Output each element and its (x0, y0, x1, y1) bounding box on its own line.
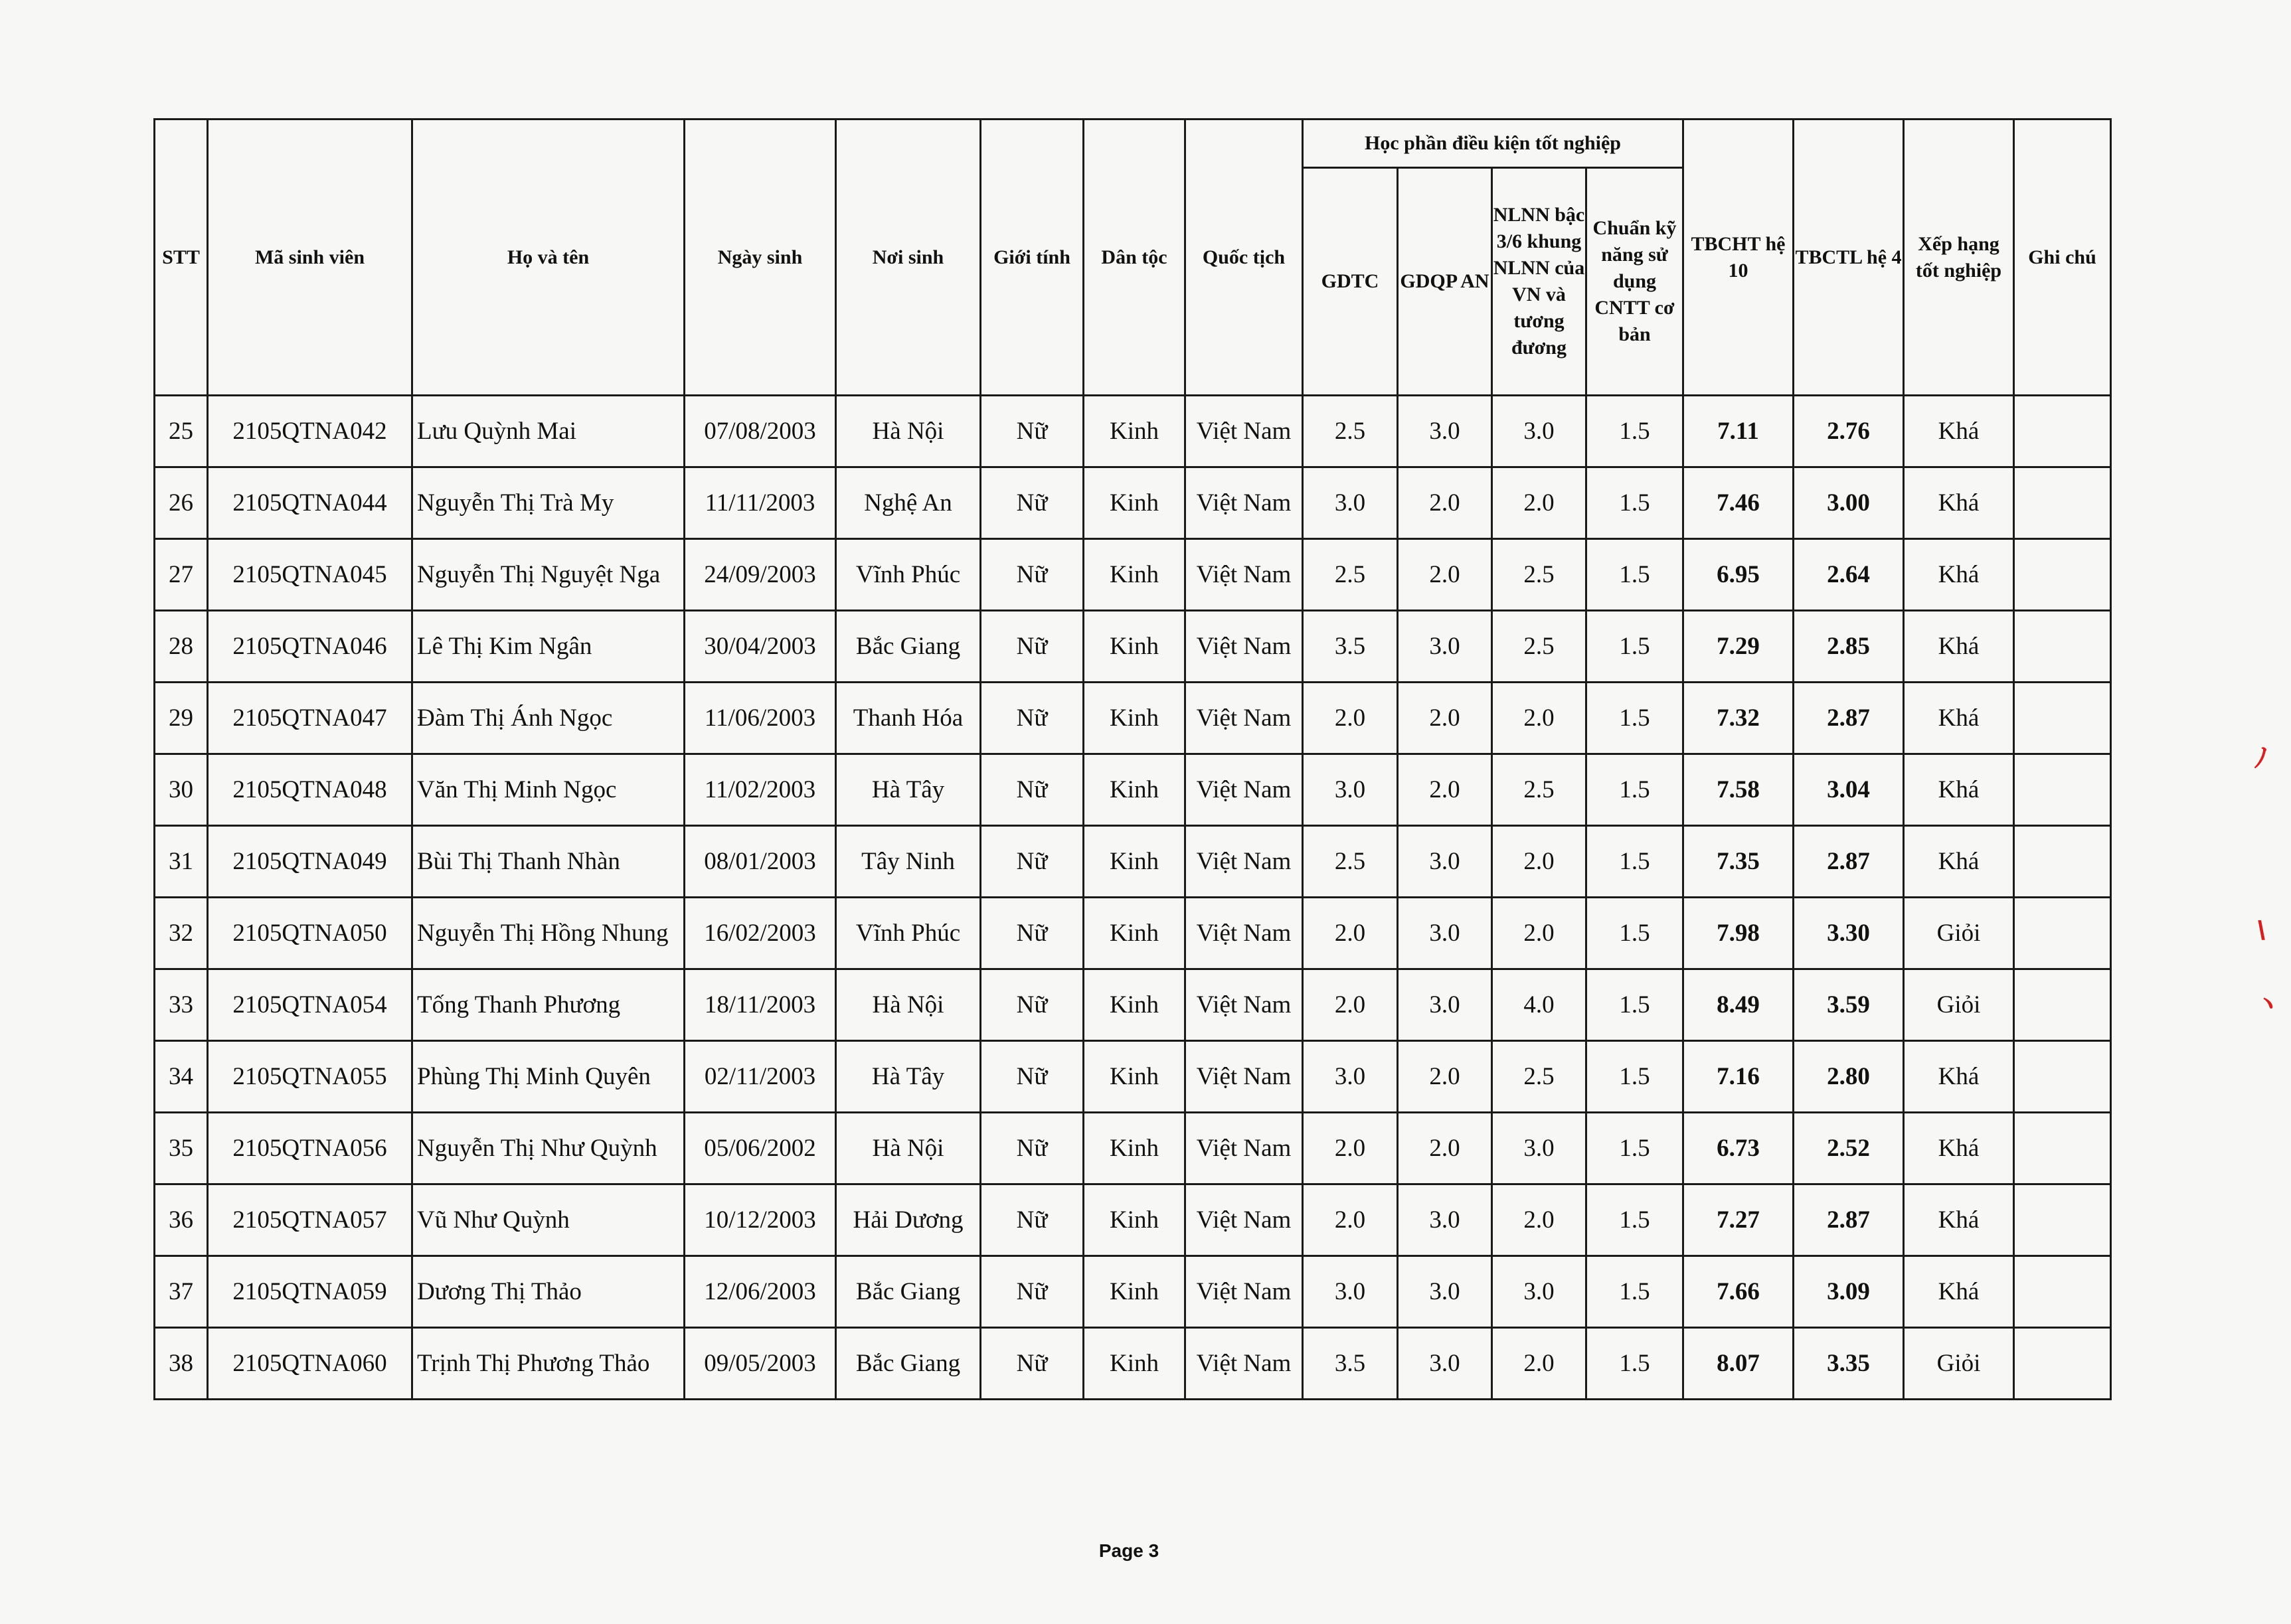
cell-full-name: Bùi Thị Thanh Nhàn (412, 826, 685, 898)
header-gpa-10: TBCHT hệ 10 (1683, 120, 1794, 396)
header-notes: Ghi chú (2014, 120, 2111, 396)
cell-gpa-10: 8.49 (1683, 969, 1794, 1041)
cell-gdqp: 3.0 (1398, 396, 1492, 467)
cell-student-id: 2105QTNA050 (208, 898, 412, 969)
cell-gdqp: 2.0 (1398, 683, 1492, 754)
cell-gpa-10: 7.29 (1683, 611, 1794, 683)
cell-gdtc: 2.0 (1303, 683, 1398, 754)
cell-ethnicity: Kinh (1084, 396, 1185, 467)
cell-notes (2014, 396, 2111, 467)
cell-it-skills: 1.5 (1586, 898, 1683, 969)
cell-stt: 29 (155, 683, 208, 754)
cell-birth-place: Hải Dương (836, 1184, 981, 1256)
cell-gpa-4: 3.09 (1794, 1256, 1904, 1328)
cell-rank: Khá (1904, 1184, 2014, 1256)
cell-student-id: 2105QTNA057 (208, 1184, 412, 1256)
cell-student-id: 2105QTNA048 (208, 754, 412, 826)
cell-gdtc: 3.0 (1303, 467, 1398, 539)
cell-gdtc: 3.0 (1303, 754, 1398, 826)
cell-it-skills: 1.5 (1586, 1328, 1683, 1400)
cell-gdtc: 2.0 (1303, 1184, 1398, 1256)
cell-nationality: Việt Nam (1185, 1328, 1303, 1400)
cell-full-name: Dương Thị Thảo (412, 1256, 685, 1328)
cell-language: 2.0 (1492, 1328, 1586, 1400)
cell-full-name: Tống Thanh Phương (412, 969, 685, 1041)
cell-birth-date: 07/08/2003 (685, 396, 836, 467)
header-rank: Xếp hạng tốt nghiệp (1904, 120, 2014, 396)
table-row (155, 683, 2111, 754)
table-row (155, 611, 2111, 683)
cell-birth-date: 11/06/2003 (685, 683, 836, 754)
cell-gdqp: 2.0 (1398, 1041, 1492, 1113)
cell-language: 3.0 (1492, 1113, 1586, 1184)
cell-gdtc: 3.5 (1303, 611, 1398, 683)
cell-student-id: 2105QTNA059 (208, 1256, 412, 1328)
cell-student-id: 2105QTNA044 (208, 467, 412, 539)
cell-gpa-10: 6.73 (1683, 1113, 1794, 1184)
margin-signature-mark: \ (2258, 916, 2266, 945)
student-table (153, 118, 2112, 1400)
cell-rank: Khá (1904, 754, 2014, 826)
cell-rank: Khá (1904, 1256, 2014, 1328)
cell-gpa-4: 2.64 (1794, 539, 1904, 611)
cell-ethnicity: Kinh (1084, 1256, 1185, 1328)
cell-birth-date: 11/11/2003 (685, 467, 836, 539)
cell-it-skills: 1.5 (1586, 1184, 1683, 1256)
table-body (155, 396, 2111, 1400)
cell-ethnicity: Kinh (1084, 1113, 1185, 1184)
cell-gender: Nữ (981, 396, 1084, 467)
cell-gender: Nữ (981, 969, 1084, 1041)
cell-notes (2014, 539, 2111, 611)
cell-notes (2014, 898, 2111, 969)
cell-ethnicity: Kinh (1084, 467, 1185, 539)
cell-gender: Nữ (981, 467, 1084, 539)
cell-ethnicity: Kinh (1084, 1184, 1185, 1256)
cell-student-id: 2105QTNA060 (208, 1328, 412, 1400)
cell-rank: Giỏi (1904, 1328, 2014, 1400)
cell-nationality: Việt Nam (1185, 1041, 1303, 1113)
cell-notes (2014, 1328, 2111, 1400)
cell-notes (2014, 1256, 2111, 1328)
cell-it-skills: 1.5 (1586, 539, 1683, 611)
table-row (155, 396, 2111, 467)
cell-gdqp: 2.0 (1398, 539, 1492, 611)
cell-it-skills: 1.5 (1586, 611, 1683, 683)
cell-ethnicity: Kinh (1084, 611, 1185, 683)
cell-gpa-4: 2.87 (1794, 1184, 1904, 1256)
cell-gender: Nữ (981, 754, 1084, 826)
cell-language: 2.0 (1492, 683, 1586, 754)
cell-full-name: Phùng Thị Minh Quyên (412, 1041, 685, 1113)
cell-gpa-10: 7.11 (1683, 396, 1794, 467)
cell-gpa-4: 2.80 (1794, 1041, 1904, 1113)
cell-stt: 32 (155, 898, 208, 969)
cell-gdqp: 3.0 (1398, 1184, 1492, 1256)
cell-notes (2014, 754, 2111, 826)
cell-birth-place: Bắc Giang (836, 1256, 981, 1328)
cell-it-skills: 1.5 (1586, 969, 1683, 1041)
cell-gdtc: 3.0 (1303, 1041, 1398, 1113)
table-row (155, 826, 2111, 898)
cell-gdtc: 3.0 (1303, 1256, 1398, 1328)
cell-birth-place: Hà Tây (836, 754, 981, 826)
cell-gender: Nữ (981, 1041, 1084, 1113)
cell-gpa-4: 3.00 (1794, 467, 1904, 539)
cell-gdtc: 2.0 (1303, 1113, 1398, 1184)
cell-language: 3.0 (1492, 1256, 1586, 1328)
cell-language: 2.0 (1492, 898, 1586, 969)
table-row (155, 1041, 2111, 1113)
cell-gender: Nữ (981, 826, 1084, 898)
cell-gender: Nữ (981, 1328, 1084, 1400)
cell-full-name: Nguyễn Thị Nguyệt Nga (412, 539, 685, 611)
cell-gender: Nữ (981, 1256, 1084, 1328)
cell-nationality: Việt Nam (1185, 826, 1303, 898)
header-stt: STT (155, 120, 208, 396)
cell-stt: 33 (155, 969, 208, 1041)
cell-language: 2.5 (1492, 539, 1586, 611)
cell-gdqp: 3.0 (1398, 1328, 1492, 1400)
cell-full-name: Nguyễn Thị Hồng Nhung (412, 898, 685, 969)
cell-ethnicity: Kinh (1084, 683, 1185, 754)
cell-gpa-10: 7.16 (1683, 1041, 1794, 1113)
table-row (155, 898, 2111, 969)
cell-it-skills: 1.5 (1586, 683, 1683, 754)
cell-gpa-10: 6.95 (1683, 539, 1794, 611)
cell-gdtc: 2.0 (1303, 898, 1398, 969)
cell-full-name: Lưu Quỳnh Mai (412, 396, 685, 467)
cell-gpa-10: 7.32 (1683, 683, 1794, 754)
cell-birth-place: Vĩnh Phúc (836, 898, 981, 969)
cell-gdqp: 2.0 (1398, 1113, 1492, 1184)
header-student-id: Mã sinh viên (208, 120, 412, 396)
table-row (155, 754, 2111, 826)
header-gpa-4: TBCTL hệ 4 (1794, 120, 1904, 396)
cell-birth-place: Bắc Giang (836, 611, 981, 683)
cell-nationality: Việt Nam (1185, 683, 1303, 754)
cell-rank: Khá (1904, 539, 2014, 611)
cell-it-skills: 1.5 (1586, 396, 1683, 467)
cell-gpa-10: 7.58 (1683, 754, 1794, 826)
header-it-skills: Chuẩn kỹ năng sử dụng CNTT cơ bản (1586, 168, 1683, 396)
cell-stt: 37 (155, 1256, 208, 1328)
cell-gender: Nữ (981, 539, 1084, 611)
cell-birth-place: Hà Nội (836, 1113, 981, 1184)
cell-gdqp: 3.0 (1398, 611, 1492, 683)
cell-stt: 34 (155, 1041, 208, 1113)
cell-rank: Khá (1904, 1041, 2014, 1113)
cell-gender: Nữ (981, 1113, 1084, 1184)
cell-birth-date: 12/06/2003 (685, 1256, 836, 1328)
cell-gdtc: 2.0 (1303, 969, 1398, 1041)
cell-full-name: Nguyễn Thị Như Quỳnh (412, 1113, 685, 1184)
cell-rank: Khá (1904, 467, 2014, 539)
cell-gpa-4: 2.85 (1794, 611, 1904, 683)
cell-rank: Khá (1904, 683, 2014, 754)
cell-gpa-10: 8.07 (1683, 1328, 1794, 1400)
cell-student-id: 2105QTNA056 (208, 1113, 412, 1184)
cell-full-name: Nguyễn Thị Trà My (412, 467, 685, 539)
margin-signature-mark: ヽ (2254, 989, 2281, 1018)
header-birth-place: Nơi sinh (836, 120, 981, 396)
cell-gpa-4: 2.52 (1794, 1113, 1904, 1184)
cell-gpa-4: 2.87 (1794, 826, 1904, 898)
cell-birth-date: 18/11/2003 (685, 969, 836, 1041)
cell-birth-date: 10/12/2003 (685, 1184, 836, 1256)
cell-gdqp: 3.0 (1398, 1256, 1492, 1328)
cell-notes (2014, 611, 2111, 683)
cell-it-skills: 1.5 (1586, 1041, 1683, 1113)
table-row (155, 467, 2111, 539)
cell-rank: Khá (1904, 1113, 2014, 1184)
cell-gpa-4: 3.59 (1794, 969, 1904, 1041)
cell-ethnicity: Kinh (1084, 1328, 1185, 1400)
cell-rank: Khá (1904, 396, 2014, 467)
cell-birth-date: 05/06/2002 (685, 1113, 836, 1184)
table-row (155, 969, 2111, 1041)
cell-notes (2014, 467, 2111, 539)
cell-birth-place: Vĩnh Phúc (836, 539, 981, 611)
header-gdqp: GDQP AN (1398, 168, 1492, 396)
cell-it-skills: 1.5 (1586, 1256, 1683, 1328)
cell-stt: 31 (155, 826, 208, 898)
cell-student-id: 2105QTNA054 (208, 969, 412, 1041)
cell-language: 2.0 (1492, 467, 1586, 539)
cell-ethnicity: Kinh (1084, 539, 1185, 611)
table-row (155, 1113, 2111, 1184)
cell-it-skills: 1.5 (1586, 467, 1683, 539)
cell-language: 2.5 (1492, 1041, 1586, 1113)
cell-ethnicity: Kinh (1084, 754, 1185, 826)
header-birth-date: Ngày sinh (685, 120, 836, 396)
graduation-list-sheet (153, 118, 2110, 1400)
cell-full-name: Lê Thị Kim Ngân (412, 611, 685, 683)
cell-full-name: Văn Thị Minh Ngọc (412, 754, 685, 826)
table-row (155, 1184, 2111, 1256)
cell-gpa-4: 3.30 (1794, 898, 1904, 969)
cell-nationality: Việt Nam (1185, 539, 1303, 611)
cell-gpa-10: 7.46 (1683, 467, 1794, 539)
cell-ethnicity: Kinh (1084, 969, 1185, 1041)
cell-student-id: 2105QTNA047 (208, 683, 412, 754)
table-row (155, 1328, 2111, 1400)
cell-language: 2.5 (1492, 611, 1586, 683)
cell-birth-place: Thanh Hóa (836, 683, 981, 754)
cell-stt: 36 (155, 1184, 208, 1256)
cell-gpa-4: 2.87 (1794, 683, 1904, 754)
cell-gender: Nữ (981, 1184, 1084, 1256)
cell-ethnicity: Kinh (1084, 1041, 1185, 1113)
cell-rank: Khá (1904, 611, 2014, 683)
cell-gpa-4: 3.04 (1794, 754, 1904, 826)
cell-gpa-10: 7.27 (1683, 1184, 1794, 1256)
cell-gdqp: 2.0 (1398, 467, 1492, 539)
cell-gdqp: 3.0 (1398, 898, 1492, 969)
cell-birth-place: Hà Tây (836, 1041, 981, 1113)
cell-gender: Nữ (981, 611, 1084, 683)
cell-full-name: Vũ Như Quỳnh (412, 1184, 685, 1256)
cell-stt: 25 (155, 396, 208, 467)
cell-gdtc: 2.5 (1303, 539, 1398, 611)
cell-birth-place: Hà Nội (836, 396, 981, 467)
cell-it-skills: 1.5 (1586, 1113, 1683, 1184)
cell-birth-place: Tây Ninh (836, 826, 981, 898)
header-full-name: Họ và tên (412, 120, 685, 396)
cell-nationality: Việt Nam (1185, 898, 1303, 969)
cell-it-skills: 1.5 (1586, 754, 1683, 826)
header-language: NLNN bậc 3/6 khung NLNN của VN và tương đương (1492, 168, 1586, 396)
cell-language: 2.5 (1492, 754, 1586, 826)
cell-gdqp: 3.0 (1398, 826, 1492, 898)
header-nationality: Quốc tịch (1185, 120, 1303, 396)
cell-birth-place: Nghệ An (836, 467, 981, 539)
cell-stt: 38 (155, 1328, 208, 1400)
cell-ethnicity: Kinh (1084, 898, 1185, 969)
cell-language: 2.0 (1492, 826, 1586, 898)
cell-rank: Khá (1904, 826, 2014, 898)
cell-student-id: 2105QTNA049 (208, 826, 412, 898)
cell-nationality: Việt Nam (1185, 611, 1303, 683)
cell-gdqp: 3.0 (1398, 969, 1492, 1041)
cell-nationality: Việt Nam (1185, 1256, 1303, 1328)
header-ethnicity: Dân tộc (1084, 120, 1185, 396)
cell-notes (2014, 826, 2111, 898)
cell-full-name: Trịnh Thị Phương Thảo (412, 1328, 685, 1400)
cell-stt: 35 (155, 1113, 208, 1184)
cell-nationality: Việt Nam (1185, 969, 1303, 1041)
cell-gdqp: 2.0 (1398, 754, 1492, 826)
cell-language: 3.0 (1492, 396, 1586, 467)
cell-stt: 27 (155, 539, 208, 611)
cell-it-skills: 1.5 (1586, 826, 1683, 898)
cell-gender: Nữ (981, 683, 1084, 754)
header-gender: Giới tính (981, 120, 1084, 396)
margin-signature-mark: ﾉ (2254, 744, 2268, 773)
cell-stt: 28 (155, 611, 208, 683)
cell-ethnicity: Kinh (1084, 826, 1185, 898)
cell-student-id: 2105QTNA046 (208, 611, 412, 683)
cell-birth-date: 30/04/2003 (685, 611, 836, 683)
header-graduation-conditions: Học phần điều kiện tốt nghiệp (1303, 120, 1683, 168)
cell-nationality: Việt Nam (1185, 754, 1303, 826)
cell-birth-date: 02/11/2003 (685, 1041, 836, 1113)
cell-gpa-10: 7.66 (1683, 1256, 1794, 1328)
cell-student-id: 2105QTNA055 (208, 1041, 412, 1113)
cell-gender: Nữ (981, 898, 1084, 969)
cell-nationality: Việt Nam (1185, 1184, 1303, 1256)
header-gdtc: GDTC (1303, 168, 1398, 396)
cell-gdtc: 2.5 (1303, 826, 1398, 898)
cell-birth-date: 11/02/2003 (685, 754, 836, 826)
cell-student-id: 2105QTNA045 (208, 539, 412, 611)
cell-rank: Giỏi (1904, 898, 2014, 969)
cell-notes (2014, 1113, 2111, 1184)
cell-birth-place: Bắc Giang (836, 1328, 981, 1400)
cell-notes (2014, 1041, 2111, 1113)
cell-birth-date: 08/01/2003 (685, 826, 836, 898)
cell-language: 2.0 (1492, 1184, 1586, 1256)
table-header (155, 120, 2111, 396)
cell-stt: 26 (155, 467, 208, 539)
cell-gdtc: 3.5 (1303, 1328, 1398, 1400)
cell-notes (2014, 683, 2111, 754)
cell-gpa-4: 3.35 (1794, 1328, 1904, 1400)
page-number: Page 3 (1098, 1540, 1159, 1561)
cell-full-name: Đàm Thị Ánh Ngọc (412, 683, 685, 754)
cell-language: 4.0 (1492, 969, 1586, 1041)
cell-nationality: Việt Nam (1185, 1113, 1303, 1184)
cell-nationality: Việt Nam (1185, 396, 1303, 467)
cell-notes (2014, 969, 2111, 1041)
cell-student-id: 2105QTNA042 (208, 396, 412, 467)
cell-notes (2014, 1184, 2111, 1256)
cell-rank: Giỏi (1904, 969, 2014, 1041)
cell-gpa-4: 2.76 (1794, 396, 1904, 467)
cell-stt: 30 (155, 754, 208, 826)
cell-birth-place: Hà Nội (836, 969, 981, 1041)
cell-gpa-10: 7.98 (1683, 898, 1794, 969)
cell-gdtc: 2.5 (1303, 396, 1398, 467)
cell-gpa-10: 7.35 (1683, 826, 1794, 898)
cell-birth-date: 24/09/2003 (685, 539, 836, 611)
table-row (155, 1256, 2111, 1328)
cell-birth-date: 16/02/2003 (685, 898, 836, 969)
table-row (155, 539, 2111, 611)
cell-birth-date: 09/05/2003 (685, 1328, 836, 1400)
cell-nationality: Việt Nam (1185, 467, 1303, 539)
